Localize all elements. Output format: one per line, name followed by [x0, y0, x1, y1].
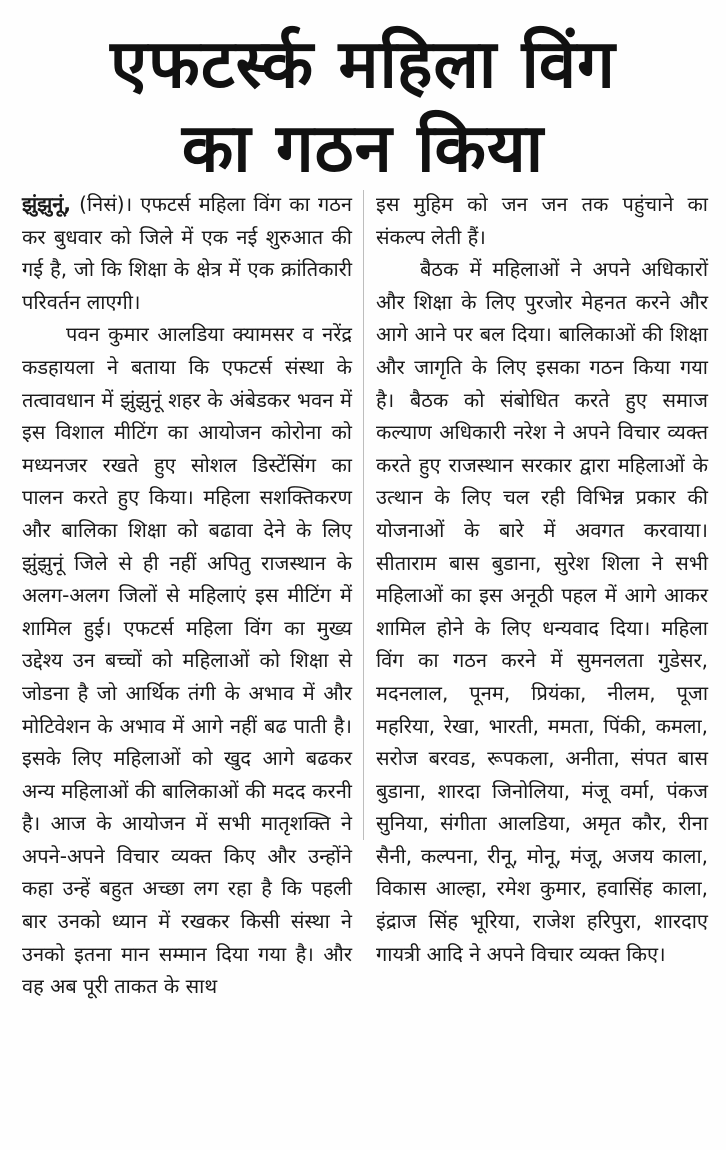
headline-line-1: एफटर्स्क महिला विंग — [110, 25, 616, 103]
lead-text: (निसं)। एफटर्स महिला विंग का गठन कर बुधवार को जिले में एक नई शुरुआत की गई है, जो कि शिक्षा के क्षेत्र में एक क्रांतिकारी परिवर्तन लाएगी। — [22, 192, 352, 314]
article-paragraph — [22, 188, 352, 318]
dateline: झुंझुनूं, — [22, 192, 71, 216]
article-column-right — [376, 188, 708, 970]
article-paragraph: इस मुहिम को जन जन तक पहुंचाने का संकल्प लेती हैं। — [376, 192, 708, 249]
headline-line-2: का गठन किया — [181, 109, 545, 187]
article-paragraph: पवन कुमार आलडिया क्यामसर व नरेंद्र कडहायला ने बताया कि एफटर्स संस्था के तत्वावधान में झुंझुनूं शहर के अंबेडकर भवन में इस विशाल मीटिंग का आयोजन कोरोना को मध्यनजर रखते हुए सोशल डिस्टेंसिंग का पालन करते हुए किया। महिला सशक्तिकरण और बालिका शिक्षा को बढावा देने के लिए झुंझुनूं जिले से ही नहीं अपितु राजस्थान के अलग-अलग जिलों से महिलाएं इस मीटिंग में शामिल हुई। एफटर्स महिला विंग का मुख्य उद्देश्य उन बच्चों को महिलाओं को शिक्षा से जोडना है जो आर्थिक तंगी के अभाव में और मोटिवेशन के अभाव में आगे नहीं बढ पाती है। इसके लिए महिलाओं को खुद आगे बढकर अन्य महिलाओं की बालिकाओं की मदद करनी है। आज के आयोजन में सभी मातृशक्ति ने अपने-अपने विचार व्यक्त किए और उन्होंने कहा उन्हें बहुत अच्छा लग रहा है कि पहली बार उनको ध्यान में रखकर किसी संस्था ने उनको इतना मान सम्मान दिया गया है। और वह अब पूरी ताकत के साथ — [22, 322, 352, 999]
headline — [0, 22, 726, 190]
article-paragraph: बैठक में महिलाओं ने अपने अधिकारों और शिक्षा के लिए पुरजोर मेहनत करने और आगे आने पर बल दिया। बालिकाओं की शिक्षा और जागृति के लिए इसका गठन किया गया है। बैठक को संबोधित करते हुए समाज कल्याण अधिकारी नरेश ने अपने विचार व्यक्त करते हुए राजस्थान सरकार द्वारा महिलाओं के उत्थान के लिए चल रही विभिन्न प्रकार की योजनाओं के बारे में अवगत करवाया। सीताराम बास बुडाना, सुरेश शिला ने सभी महिलाओं का इस अनूठी पहल में आगे आकर शामिल होने के लिए धन्यवाद दिया। महिला विंग का गठन करने में सुमनलता गुडेसर, मदनलाल, पूनम, प्रियंका, नीलम, पूजा महरिया, रेखा, भारती, ममता, पिंकी, कमला, सरोज बरवड, रूपकला, अनीता, संपत बास बुडाना, शारदा जिनोलिया, मंजू वर्मा, पंकज सुनिया, संगीता आलडिया, अमृत कौर, रीना सैनी, कल्पना, रीनू, मोनू, मंजू, अजय काला, विकास आल्हा, रमेश कुमार, हवासिंह काला, इंद्राज सिंह भूरिया, राजेश हरिपुरा, शारदाए गायत्री आदि ने अपने विचार व्यक्त किए। — [376, 257, 708, 966]
column-divider — [363, 190, 364, 840]
article-column-left — [22, 188, 352, 1003]
